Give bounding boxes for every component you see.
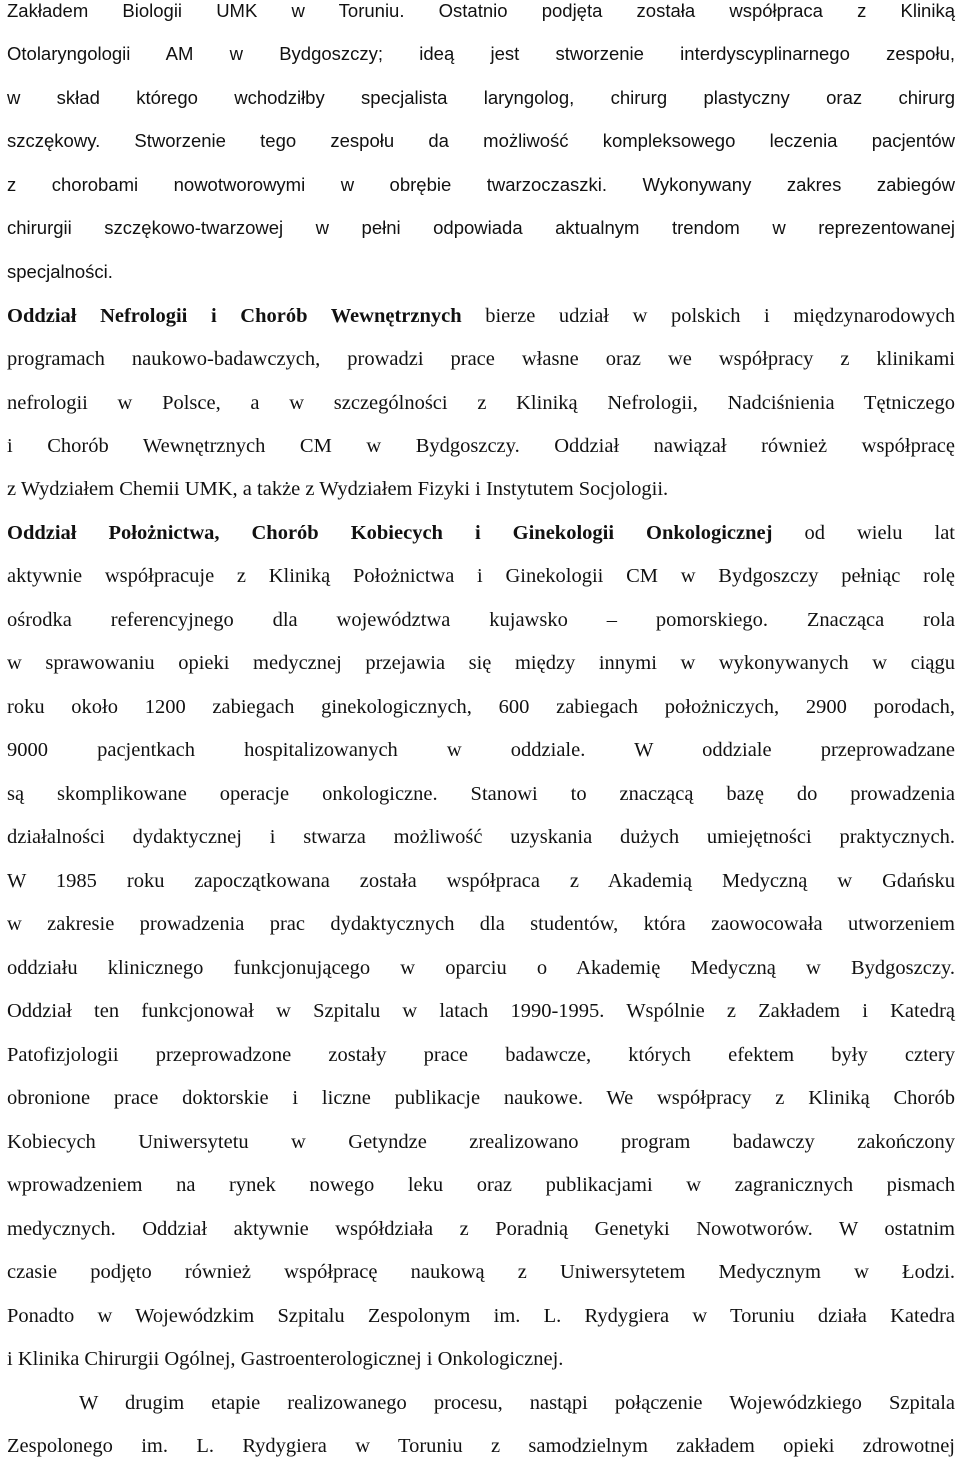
text-line: Zakładem Biologii UMK w Toruniu. Ostatnio podjęta została współpraca z Kliniką [7, 0, 955, 21]
section-heading: Oddział Położnictwa, Chorób Kobiecych i Ginekologii Onkologicznej [7, 522, 773, 544]
text-line: Zespolonego im. L. Rydygiera w Toruniu z samodzielnym zakładem opieki zdrowotnej [7, 1435, 955, 1457]
text-line: W drugim etapie realizowanego procesu, nastąpi połączenie Wojewódzkiego Szpitala [79, 1392, 955, 1414]
text-line: są skomplikowane operacje onkologiczne. Stanowi to znaczącą bazę do prowadzenia [7, 783, 955, 805]
text-line [7, 518, 955, 548]
text-line: aktywnie współpracuje z Kliniką Położnictwa i Ginekologii CM w Bydgoszczy pełniąc rolę [7, 565, 955, 587]
text-line: Kobiecych Uniwersytetu w Getyndze zrealizowano program badawczy zakończony [7, 1131, 955, 1153]
text-line: nefrologii w Polsce, a w szczególności z Kliniką Nefrologii, Nadciśnienia Tętniczego [7, 392, 955, 414]
line-text: bierze udział w polskich i międzynarodowych [461, 305, 955, 327]
text-line: i Chorób Wewnętrznych CM w Bydgoszczy. Oddział nawiązał również współpracę [7, 435, 955, 457]
text-line: chirurgii szczękowo-twarzowej w pełni odpowiada aktualnym trendom w reprezentowanej [7, 217, 955, 238]
text-line: w sprawowaniu opieki medycznej przejawia się między innymi w wykonywanych w ciągu [7, 652, 955, 674]
text-line: medycznych. Oddział aktywnie współdziała z Poradnią Genetyki Nowotworów. W ostatnim [7, 1218, 955, 1240]
text-line: wprowadzeniem na rynek nowego leku oraz publikacjami w zagranicznych pismach [7, 1174, 955, 1196]
text-line: działalności dydaktycznej i stwarza możliwość uzyskania dużych umiejętności praktycznych. [7, 826, 955, 848]
text-line: roku około 1200 zabiegach ginekologicznych, 600 zabiegach położniczych, 2900 porodach, [7, 696, 955, 718]
text-line: oddziału klinicznego funkcjonującego w oparciu o Akademię Medyczną w Bydgoszczy. [7, 957, 955, 979]
text-line: w skład którego wchodziłby specjalista laryngolog, chirurg plastyczny oraz chirurg [7, 87, 955, 108]
text-line: i Klinika Chirurgii Ogólnej, Gastroenterologicznej i Onkologicznej. [7, 1348, 564, 1370]
text-line: Otolaryngologii AM w Bydgoszczy; ideą jest stworzenie interdyscyplinarnego zespołu, [7, 43, 955, 64]
text-line: obronione prace doktorskie i liczne publikacje naukowe. We współpracy z Kliniką Chorób [7, 1087, 955, 1109]
text-line: Patofizjologii przeprowadzone zostały prace badawcze, których efektem były cztery [7, 1044, 955, 1066]
text-line [7, 301, 955, 331]
text-line: Ponadto w Wojewódzkim Szpitalu Zespolonym im. L. Rydygiera w Toruniu działa Katedra [7, 1305, 955, 1327]
text-line: Oddział ten funkcjonował w Szpitalu w latach 1990-1995. Wspólnie z Zakładem i Katedrą [7, 1000, 955, 1022]
text-line: specjalności. [7, 261, 113, 282]
text-line: w zakresie prowadzenia prac dydaktycznych dla studentów, która zaowocowała utworzeniem [7, 913, 955, 935]
text-line: szczękowy. Stworzenie tego zespołu da możliwość kompleksowego leczenia pacjentów [7, 130, 955, 151]
text-line: z Wydziałem Chemii UMK, a także z Wydziałem Fizyki i Instytutem Socjologii. [7, 478, 669, 500]
text-line: W 1985 roku zapoczątkowana została współpraca z Akademią Medyczną w Gdańsku [7, 870, 955, 892]
text-line: 9000 pacjentkach hospitalizowanych w oddziale. W oddziale przeprowadzane [7, 739, 955, 761]
text-line: programach naukowo-badawczych, prowadzi prace własne oraz we współpracy z klinikami [7, 348, 955, 370]
line-text: od wielu lat [772, 522, 955, 544]
text-line: z chorobami nowotworowymi w obrębie twarzoczaszki. Wykonywany zakres zabiegów [7, 174, 955, 195]
text-line: ośrodka referencyjnego dla województwa kujawsko – pomorskiego. Znacząca rola [7, 609, 955, 631]
section-heading: Oddział Nefrologii i Chorób Wewnętrznych [7, 305, 462, 327]
text-line: czasie podjęto również współpracę naukową z Uniwersytetem Medycznym w Łodzi. [7, 1261, 955, 1283]
